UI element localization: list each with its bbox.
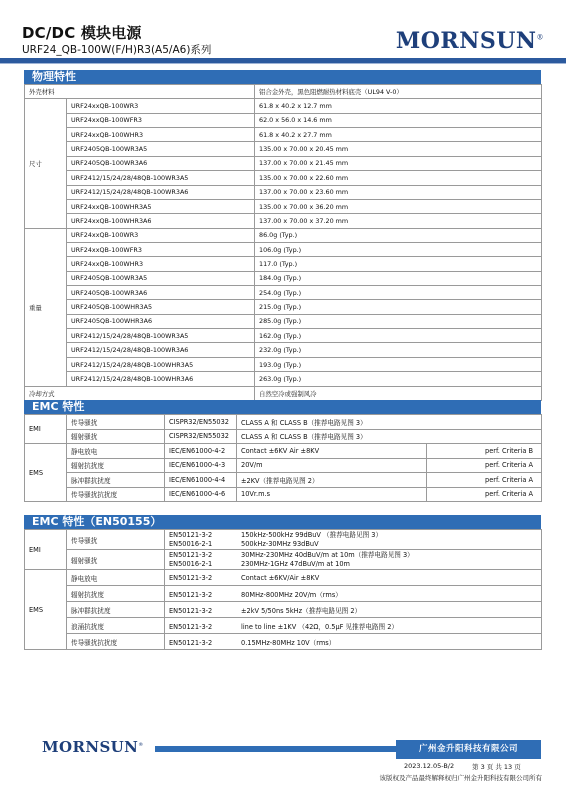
dimension-value: 61.8 x 40.2 x 12.7 mm <box>255 99 542 113</box>
model-name: URF2412/15/24/28/48QB-100WHR3A5 <box>67 357 255 371</box>
spec-line <box>169 540 537 548</box>
model-name: URF2412/15/24/28/48QB-100WHR3A6 <box>67 372 255 386</box>
ems-label: EMS <box>25 570 67 650</box>
weight-value: 285.0g (Typ.) <box>255 314 542 328</box>
test-standard: IEC/EN61000-4-2 <box>165 444 237 459</box>
model-name: URF2405QB-100WHR3A5 <box>67 300 255 314</box>
table-row <box>25 228 542 242</box>
dimension-value: 137.00 x 70.00 x 21.45 mm <box>255 156 542 170</box>
test-item: 传导骚扰 <box>67 415 165 430</box>
model-name: URF2405QB-100WHR3A6 <box>67 314 255 328</box>
table-row <box>25 618 542 634</box>
cooling-value: 自然空冷或强制风冷 <box>255 386 542 400</box>
test-item: 辐射抗扰度 <box>67 586 165 602</box>
test-standard: EN50121-3-2 <box>169 551 213 560</box>
model-name: URF24xxQB-100WFR3 <box>67 113 255 127</box>
test-spec: 230MHz-1GHz 47dBuV/m at 10m <box>241 559 350 568</box>
copyright-notice: 该版权及产品最终解释权归广州金升阳科技有限公司所有 <box>379 774 542 782</box>
section-title-emc-en50155: EMC 特性（EN50155） <box>24 515 541 529</box>
performance-criteria: perf. Criteria A <box>427 458 542 473</box>
table-row <box>25 473 542 488</box>
emi-label: EMI <box>25 530 67 570</box>
weight-value: 86.0g (Typ.) <box>255 228 542 242</box>
test-spec: 500kHz-30MHz 93dBuV <box>241 539 319 548</box>
performance-criteria: perf. Criteria A <box>427 487 542 502</box>
emi-label: EMI <box>25 415 67 444</box>
model-name: URF2405QB-100WR3A5 <box>67 142 255 156</box>
dimension-value: 135.00 x 70.00 x 36.20 mm <box>255 199 542 213</box>
test-standard: EN50121-3-2 <box>169 606 213 615</box>
header-divider-thin <box>0 63 566 64</box>
cooling-label: 冷却方式 <box>25 386 255 400</box>
ems-label: EMS <box>25 444 67 502</box>
page-number: 第 3 页 共 13 页 <box>472 763 521 771</box>
spec-line <box>169 531 537 539</box>
table-row <box>25 185 542 199</box>
table-row <box>25 550 542 570</box>
test-spec: CLASS A 和 CLASS B（推荐电路见图 3） <box>237 429 542 444</box>
spec-line <box>169 551 537 559</box>
model-name: URF2412/15/24/28/48QB-100WR3A5 <box>67 329 255 343</box>
table-row <box>25 343 542 357</box>
table-row <box>25 286 542 300</box>
test-spec-line <box>165 618 542 634</box>
test-item: 传导骚扰抗扰度 <box>67 487 165 502</box>
table-row <box>25 199 542 213</box>
dimension-label: 尺寸 <box>25 99 67 228</box>
weight-value: 106.0g (Typ.) <box>255 242 542 256</box>
test-standard: EN50121-3-2 <box>169 531 213 540</box>
test-standard: CISPR32/EN55032 <box>165 415 237 430</box>
footer-registered-mark: ® <box>138 742 144 748</box>
table-row <box>25 85 542 99</box>
test-item: 传导骚扰 <box>67 530 165 550</box>
test-spec: 150kHz-500kHz 99dBuV （推荐电路见图 3） <box>241 531 383 540</box>
registered-mark: ® <box>536 33 544 42</box>
table-row <box>25 214 542 228</box>
table-row <box>25 242 542 256</box>
emc-table <box>24 414 542 502</box>
table-row <box>25 634 542 650</box>
test-spec: ±2KV（推荐电路见图 2） <box>237 473 427 488</box>
table-row <box>25 171 542 185</box>
test-standard: EN50121-3-2 <box>169 573 213 582</box>
test-standard: IEC/EN61000-4-3 <box>165 458 237 473</box>
test-item: 辐射骚扰 <box>67 550 165 570</box>
footer-logo-text: MORNSUN <box>42 738 139 756</box>
section-title-physical: 物理特性 <box>24 70 541 84</box>
test-item: 辐射骚扰 <box>67 429 165 444</box>
table-row <box>25 357 542 371</box>
test-spec: ±2kV 5/50ns 5kHz（推荐电路见图 2） <box>241 606 362 615</box>
dimension-value: 135.00 x 70.00 x 22.60 mm <box>255 171 542 185</box>
dimension-value: 62.0 x 56.0 x 14.6 mm <box>255 113 542 127</box>
dimension-value: 135.00 x 70.00 x 20.45 mm <box>255 142 542 156</box>
model-name: URF2405QB-100WR3A6 <box>67 156 255 170</box>
model-name: URF24xxQB-100WR3 <box>67 99 255 113</box>
footer-logo <box>42 738 144 756</box>
model-name: URF24xxQB-100WHR3 <box>67 257 255 271</box>
section-title-emc: EMC 特性 <box>24 400 541 414</box>
test-spec-line <box>165 586 542 602</box>
performance-criteria: perf. Criteria B <box>427 444 542 459</box>
test-standard: EN50121-3-2 <box>169 622 213 631</box>
test-spec: 30MHz-230MHz 40dBuV/m at 10m（推荐电路见图 3） <box>241 551 414 560</box>
housing-value: 铝合金外壳，黑色阻燃耐热材料底壳（UL94 V-0） <box>255 85 542 99</box>
test-spec-pair <box>165 530 542 550</box>
test-item: 辐射抗扰度 <box>67 458 165 473</box>
test-standard: EN50016-2-1 <box>169 559 213 568</box>
test-spec: Contact ±6KV/Air ±8KV <box>241 573 320 582</box>
weight-value: 232.0g (Typ.) <box>255 343 542 357</box>
test-spec: 0.15MHz-80MHz 10V（rms） <box>241 638 336 647</box>
test-item: 传导骚扰抗扰度 <box>67 634 165 650</box>
test-spec: 80MHz-800MHz 20V/m（rms） <box>241 590 342 599</box>
weight-label: 重量 <box>25 228 67 386</box>
dimension-value: 61.8 x 40.2 x 27.7 mm <box>255 128 542 142</box>
table-row <box>25 113 542 127</box>
doc-version: 2023.12.05-B/2 <box>404 762 455 770</box>
table-row <box>25 99 542 113</box>
model-name: URF2412/15/24/28/48QB-100WR3A5 <box>67 171 255 185</box>
table-row <box>25 429 542 444</box>
housing-label: 外壳材料 <box>25 85 255 99</box>
model-name: URF24xxQB-100WHR3A5 <box>67 199 255 213</box>
weight-value: 254.0g (Typ.) <box>255 286 542 300</box>
table-row <box>25 271 542 285</box>
test-spec: line to line ±1KV （42Ω，0.5μF 见推荐电路图 2） <box>241 622 398 631</box>
table-row <box>25 372 542 386</box>
table-row <box>25 329 542 343</box>
mornsun-logo <box>396 28 544 54</box>
test-spec-pair <box>165 550 542 570</box>
table-row <box>25 458 542 473</box>
test-item: 脉冲群抗扰度 <box>67 602 165 618</box>
table-row <box>25 444 542 459</box>
test-spec: 20V/m <box>237 458 427 473</box>
table-row <box>25 415 542 430</box>
model-name: URF24xxQB-100WR3 <box>67 228 255 242</box>
test-item: 静电放电 <box>67 570 165 586</box>
table-row <box>25 257 542 271</box>
weight-value: 263.0g (Typ.) <box>255 372 542 386</box>
test-spec-line <box>165 570 542 586</box>
model-name: URF2405QB-100WR3A5 <box>67 271 255 285</box>
weight-value: 162.0g (Typ.) <box>255 329 542 343</box>
company-name: 广州金升阳科技有限公司 <box>396 740 541 759</box>
dimension-value: 137.00 x 70.00 x 23.60 mm <box>255 185 542 199</box>
model-name: URF2412/15/24/28/48QB-100WR3A6 <box>67 343 255 357</box>
test-standard: EN50121-3-2 <box>169 638 213 647</box>
model-name: URF24xxQB-100WFR3 <box>67 242 255 256</box>
table-row <box>25 530 542 550</box>
test-spec: 10Vr.m.s <box>237 487 427 502</box>
table-row <box>25 386 542 400</box>
logo-text: MORNSUN <box>395 28 537 54</box>
model-name: URF24xxQB-100WHR3A6 <box>67 214 255 228</box>
test-standard: IEC/EN61000-4-4 <box>165 473 237 488</box>
performance-criteria: perf. Criteria A <box>427 473 542 488</box>
weight-value: 117.0 (Typ.) <box>255 257 542 271</box>
series-subtitle: URF24_QB-100W(F/H)R3(A5/A6)系列 <box>22 44 212 56</box>
test-spec: CLASS A 和 CLASS B（推荐电路见图 3） <box>237 415 542 430</box>
test-spec: Contact ±6KV Air ±8KV <box>237 444 427 459</box>
spec-line <box>169 560 537 568</box>
table-row <box>25 128 542 142</box>
table-row <box>25 156 542 170</box>
physical-table <box>24 84 542 401</box>
model-name: URF2405QB-100WR3A6 <box>67 286 255 300</box>
table-row <box>25 300 542 314</box>
weight-value: 215.0g (Typ.) <box>255 300 542 314</box>
table-row <box>25 314 542 328</box>
test-standard: EN50016-2-1 <box>169 539 213 548</box>
model-name: URF2412/15/24/28/48QB-100WR3A6 <box>67 185 255 199</box>
test-spec-line <box>165 602 542 618</box>
weight-value: 184.0g (Typ.) <box>255 271 542 285</box>
page-title: DC/DC 模块电源 <box>22 24 142 42</box>
model-name: URF24xxQB-100WHR3 <box>67 128 255 142</box>
table-row <box>25 602 542 618</box>
weight-value: 193.0g (Typ.) <box>255 357 542 371</box>
test-standard: EN50121-3-2 <box>169 590 213 599</box>
table-row <box>25 570 542 586</box>
emc-en50155-table <box>24 529 542 650</box>
test-spec-line <box>165 634 542 650</box>
test-item: 脉冲群抗扰度 <box>67 473 165 488</box>
table-row <box>25 142 542 156</box>
test-item: 浪涌抗扰度 <box>67 618 165 634</box>
test-standard: CISPR32/EN55032 <box>165 429 237 444</box>
dimension-value: 137.00 x 70.00 x 37.20 mm <box>255 214 542 228</box>
table-row <box>25 586 542 602</box>
test-item: 静电放电 <box>67 444 165 459</box>
table-row <box>25 487 542 502</box>
test-standard: IEC/EN61000-4-6 <box>165 487 237 502</box>
